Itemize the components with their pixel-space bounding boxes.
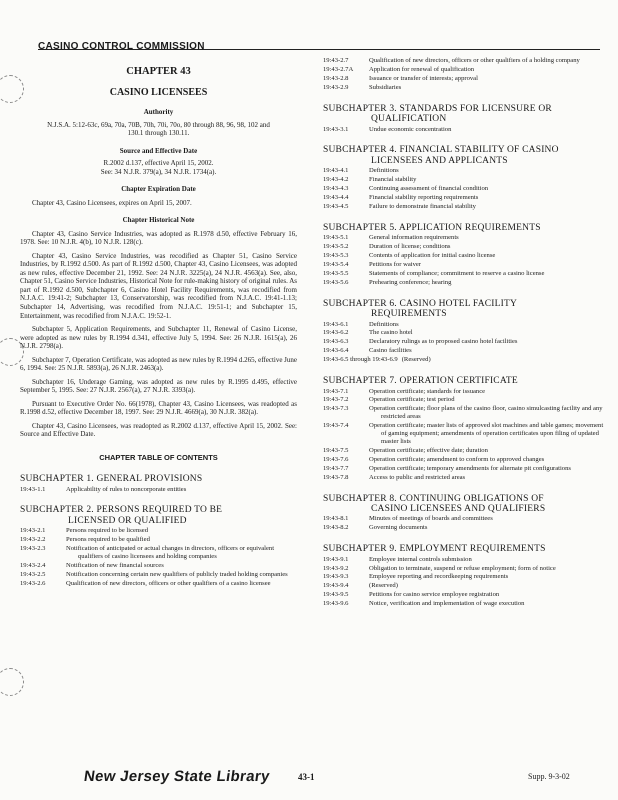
toc-entry xyxy=(323,176,609,184)
toc-entry xyxy=(323,524,609,532)
toc-entry xyxy=(20,486,297,494)
expiration-text: Chapter 43, Casino Licensees, expires on April 15, 2007. xyxy=(32,198,192,207)
toc-entry xyxy=(323,261,609,269)
section-number: 19:43-6.5 through 19:43-6.9 xyxy=(323,356,398,364)
toc-entry xyxy=(323,600,609,608)
toc-entry xyxy=(20,571,297,579)
toc-entry xyxy=(323,556,609,564)
toc-entry xyxy=(323,388,609,396)
toc-entry xyxy=(323,565,609,573)
section-title: (Reserved) xyxy=(369,582,398,590)
section-title: Governing documents xyxy=(369,524,428,532)
toc-entry xyxy=(323,474,609,482)
section-number: 19:43-2.2 xyxy=(20,536,46,544)
toc-entry xyxy=(323,203,609,211)
section-title: Operation certificate; floor plans of the casino floor, casino simulcasting facility and any restricted areas xyxy=(369,405,603,421)
subchapter-6-heading xyxy=(323,299,609,320)
section-title: Operation certificate; standards for issuance xyxy=(369,387,486,395)
section-title: Minutes of meetings of boards and committees xyxy=(369,515,493,523)
subchapter-title-line-2: REQUIREMENTS xyxy=(371,309,447,320)
section-number: 19:43-5.2 xyxy=(323,243,349,251)
toc-entry xyxy=(323,270,609,278)
section-number: 19:43-2.7A xyxy=(323,65,354,73)
section-title: Failure to demonstrate financial stability xyxy=(369,202,476,210)
toc-entry xyxy=(323,243,609,251)
section-title: Qualification of new directors, officers or other qualifiers of a holding company xyxy=(369,57,580,64)
historical-note-heading: Chapter Historical Note xyxy=(122,216,195,225)
section-number: 19:43-2.1 xyxy=(20,527,46,535)
section-title: Persons required to be licensed xyxy=(66,527,149,535)
section-title: Operation certificate; test period xyxy=(369,396,455,404)
section-number: 19:43-5.6 xyxy=(323,278,349,286)
section-number: 19:43-4.4 xyxy=(323,194,349,201)
section-title: Qualification of new directors, officers or other qualifiers of a casino licensee xyxy=(66,579,271,587)
section-number: 19:43-7.4 xyxy=(323,422,349,430)
section-title: Notification concerning certain new qualifiers of publicly traded holding companies xyxy=(66,570,288,578)
toc-entry xyxy=(323,396,609,404)
section-title: Definitions xyxy=(369,167,399,175)
section-title: Undue economic concentration xyxy=(369,125,452,133)
authority-text: N.J.S.A. 5:12-63c, 69a, 70a, 70B, 70h, 70i, 70o, 80 through 88, 96, 98, 102 and 130.1 through 130.11. xyxy=(47,120,270,138)
section-number: 19:43-3.1 xyxy=(323,125,349,133)
source-line-1: R.2002 d.137, effective April 15, 2002. xyxy=(103,159,214,168)
subchapter-1-heading xyxy=(20,474,297,484)
left-column xyxy=(20,60,297,588)
section-title: Statements of compliance; commitment to reserve a casino license xyxy=(369,269,545,277)
supplement-date: Supp. 9-3-02 xyxy=(528,772,570,781)
toc-entry xyxy=(323,405,609,421)
section-number: 19:43-6.3 xyxy=(323,338,349,346)
toc-entry xyxy=(323,465,609,473)
source-line-2: See: 34 N.J.R. 379(a), 34 N.J.R. 1734(a). xyxy=(100,167,217,176)
library-stamp: New Jersey State Library xyxy=(82,768,271,785)
toc-entry xyxy=(323,194,609,202)
section-title: Notification of anticipated or actual changes in directors, officers or equivalent qualifiers of casino licensees and holding companies xyxy=(66,545,275,560)
section-number: 19:43-1.1 xyxy=(20,485,46,493)
section-title: Issuance or transfer of interests; approval xyxy=(369,74,478,82)
historical-para: Subchapter 16, Underage Gaming, was adopted as new rules by R.1995 d.495, effective September 5, 1995. See: 27 N.J.R. 2567(a), 27 N.J.R. 3393(a). xyxy=(20,377,297,395)
toc-entry xyxy=(323,252,609,260)
section-number: 19:43-9.3 xyxy=(323,573,349,581)
section-title: Operation certificate; effective date; duration xyxy=(369,446,488,454)
toc-entry xyxy=(323,582,609,590)
section-number: 19:43-9.6 xyxy=(323,600,349,608)
source-heading: Source and Effective Date xyxy=(119,146,198,155)
section-number: 19:43-7.7 xyxy=(323,464,349,472)
section-number: 19:43-9.2 xyxy=(323,564,349,572)
subchapter-title: SUBCHAPTER 8. CONTINUING OBLIGATIONS OF xyxy=(323,493,544,504)
subchapter-9-heading xyxy=(323,544,609,554)
section-number: 19:43-2.5 xyxy=(20,570,46,578)
section-title: Contents of application for initial casino license xyxy=(369,252,496,260)
authority-heading: Authority xyxy=(143,107,174,116)
section-number: 19:43-2.6 xyxy=(20,579,46,587)
page-footer xyxy=(0,762,618,790)
punch-hole-mark xyxy=(0,668,24,696)
toc-entry xyxy=(323,447,609,455)
subchapter-5-heading xyxy=(323,223,609,233)
section-title: Employee internal controls submission xyxy=(369,555,472,563)
section-title: Subsidiaries xyxy=(369,83,402,91)
section-title: Declaratory rulings as to proposed casino hotel facilities xyxy=(369,338,518,346)
toc-entry xyxy=(323,126,609,134)
section-number: 19:43-2.9 xyxy=(323,83,349,91)
toc-entry xyxy=(323,66,609,74)
section-number: 19:43-7.5 xyxy=(323,446,349,454)
toc-entry xyxy=(20,536,297,544)
right-column xyxy=(323,56,609,608)
section-number: 19:43-5.4 xyxy=(323,260,349,268)
section-title: The casino hotel xyxy=(369,329,413,337)
subchapter-title: SUBCHAPTER 1. GENERAL PROVISIONS xyxy=(20,474,203,485)
toc-entry xyxy=(323,279,609,287)
toc-entry xyxy=(323,84,609,92)
section-number: 19:43-6.4 xyxy=(323,347,349,355)
toc-entry xyxy=(323,234,609,242)
section-title: Petitions for casino service employee registration xyxy=(369,591,500,599)
section-number: 19:43-9.5 xyxy=(323,591,349,599)
subchapter-title: SUBCHAPTER 7. OPERATION CERTIFICATE xyxy=(323,376,518,387)
section-title: Persons required to be qualified xyxy=(66,536,150,544)
section-number: 19:43-9.4 xyxy=(323,582,349,590)
subchapter-title-line-2: LICENSEES AND APPLICANTS xyxy=(371,155,508,166)
subchapter-title: SUBCHAPTER 5. APPLICATION REQUIREMENTS xyxy=(323,222,541,233)
header-rule xyxy=(38,49,600,50)
toc-heading: CHAPTER TABLE OF CONTENTS xyxy=(99,452,218,462)
section-title: Operation certificate; temporary amendments for alternate pit configurations xyxy=(369,464,571,472)
subchapter-8-heading xyxy=(323,494,609,515)
toc-entry xyxy=(323,321,609,329)
section-number: 19:43-6.1 xyxy=(323,320,349,328)
section-title: Prehearing conference; hearing xyxy=(369,278,452,286)
section-number: 19:43-7.2 xyxy=(323,396,349,404)
section-number: 19:43-4.1 xyxy=(323,167,349,175)
section-title: (Reserved) xyxy=(401,356,431,364)
subchapter-title: SUBCHAPTER 6. CASINO HOTEL FACILITY xyxy=(323,298,518,309)
toc-entry xyxy=(323,591,609,599)
subchapter-title: SUBCHAPTER 9. EMPLOYMENT REQUIREMENTS xyxy=(323,544,546,555)
subchapter-title: SUBCHAPTER 4. FINANCIAL STABILITY OF CASINO xyxy=(323,145,559,156)
running-header xyxy=(38,36,598,54)
section-title: Access to public and restricted areas xyxy=(369,473,466,481)
section-number: 19:43-7.1 xyxy=(323,387,349,395)
historical-para: Chapter 43, Casino Service Industries, was adopted as R.1978 d.50, effective February 16, 1978. See: 10 N.J.R. 4(b), 10 N.J.R. 128(c). xyxy=(20,229,297,247)
subchapter-title-line-2: QUALIFICATION xyxy=(371,114,447,125)
section-title: Application for renewal of qualification xyxy=(369,65,475,73)
toc-entry xyxy=(20,545,297,561)
toc-entry xyxy=(323,347,609,355)
subchapter-title: SUBCHAPTER 2. PERSONS REQUIRED TO BE xyxy=(20,505,223,516)
subchapter-title-line-2: CASINO LICENSEES AND QUALIFIERS xyxy=(371,503,546,514)
section-title: Financial stability xyxy=(369,176,417,184)
subchapter-title-line-2: LICENSED OR QUALIFIED xyxy=(68,515,187,526)
toc-entry xyxy=(323,329,609,337)
historical-para: Pursuant to Executive Order No. 66(1978), Chapter 43, Casino Licensees, was readopted as R.1998 d.52, effective December 18, 1997. See: 29 N.J.R. 4669(a), 30 N.J.R. 382(a). xyxy=(20,399,297,417)
historical-para: Chapter 43, Casino Licensees, was readopted as R.2002 d.137, effective April 15, 2002. See: Source and Effective Date. xyxy=(20,421,297,439)
section-number: 19:43-5.5 xyxy=(323,269,349,277)
historical-para: Subchapter 7, Operation Certificate, was adopted as new rules by R.1994 d.265, effective June 6, 1994. See: 25 N.J.R. 5893(a), 26 N.J.R. 2463(a). xyxy=(20,355,298,373)
section-number: 19:43-8.1 xyxy=(323,515,349,523)
header-title: CASINO CONTROL COMMISSION xyxy=(38,41,205,52)
subchapter-title: SUBCHAPTER 3. STANDARDS FOR LICENSURE OR xyxy=(323,103,552,114)
toc-entry xyxy=(20,527,297,535)
toc-entry xyxy=(323,422,609,446)
section-title: Definitions xyxy=(369,320,399,328)
section-title: Operation certificate; amendment to conform to approved changes xyxy=(369,455,545,463)
section-title: Petitions for waiver xyxy=(369,260,422,268)
section-title: Notification of new financial sources xyxy=(66,561,164,569)
toc-entry xyxy=(323,185,609,193)
section-number: 19:43-7.8 xyxy=(323,473,349,481)
subchapter-4-heading xyxy=(323,145,609,166)
section-number: 19:43-6.2 xyxy=(323,329,349,337)
section-title: Applicability of rules to noncorporate entities xyxy=(66,485,187,493)
section-number: 19:43-2.4 xyxy=(20,561,46,569)
toc-entry xyxy=(323,356,609,364)
section-number: 19:43-7.6 xyxy=(323,455,349,463)
subchapter-2-heading xyxy=(20,505,297,526)
toc-entry xyxy=(323,515,609,523)
historical-para: Chapter 43, Casino Service Industries, was recodified as Chapter 51, Casino Service Industries, by R.1992 d.500. As part of R.1992 d.500, Chapter 43, Casino Licensees, was adopted as new rules, effective December 21, 1992. See: 24 N.J.R. 3225(a), 24 N.J.R. 4563(a). See, also, Chapter 51, Casino Service Industries, Historical Note for rule-making history of original rules. As part of R.1992 d.500, Subchapter 6, Casino Hotel Facility Requirements, was recodified from N.J.A.C. 19:41-2; Subchapter 13, Conservatorship, was recodified from N.J.A.C. 19:41-1.13; Subchapter 14, Advertising, was recodified from N.J.A.C. 19:51-1; and Subchapter 15, Entertainment, was recodified from N.J.A.C. 19:52-1. xyxy=(20,251,297,320)
toc-entry xyxy=(323,338,609,346)
section-title: Employee reporting and recordkeeping requirements xyxy=(369,573,509,581)
section-number: 19:43-8.2 xyxy=(323,524,349,532)
toc-entry xyxy=(323,57,609,65)
section-number: 19:43-4.5 xyxy=(323,202,349,210)
expiration-heading: Chapter Expiration Date xyxy=(121,185,196,194)
section-number: 19:43-9.1 xyxy=(323,555,349,563)
section-title: Duration of license; conditions xyxy=(369,243,451,251)
section-title: Obligation to terminate, suspend or refuse employment; form of notice xyxy=(369,564,556,572)
toc-entry xyxy=(323,456,609,464)
section-number: 19:43-2.8 xyxy=(323,74,349,82)
section-number: 19:43-7.3 xyxy=(323,405,349,413)
subchapter-7-heading xyxy=(323,376,609,386)
section-number: 19:43-4.2 xyxy=(323,176,349,184)
chapter-number: CHAPTER 43 xyxy=(126,66,191,77)
toc-entry xyxy=(20,580,297,588)
section-title: Financial stability reporting requirements xyxy=(369,194,479,201)
section-title: Operation certificate; master lists of approved slot machines and table games; movement of gaming equipment; amendments of operation certificates upon filing of updated master lists xyxy=(369,422,604,445)
section-title: Casino facilities xyxy=(369,347,412,355)
section-title: Continuing assessment of financial condition xyxy=(369,185,489,193)
section-number: 19:43-5.3 xyxy=(323,252,349,260)
toc-entry xyxy=(323,573,609,581)
section-title: General information requirements xyxy=(369,234,459,242)
historical-para: Subchapter 5, Application Requirements, and Subchapter 11, Renewal of Casino License, were adopted as new rules by R.1994 d.341, effective July 5, 1994. See: 26 N.J.R. 1615(a), 26 N.J.R. 2798(a). xyxy=(20,325,297,351)
section-number: 19:43-4.3 xyxy=(323,185,349,193)
section-number: 19:43-2.3 xyxy=(20,545,46,553)
section-title: Notice, verification and implementation of wage execution xyxy=(369,600,525,608)
page-number: 43-1 xyxy=(298,772,315,782)
section-number: 19:43-2.7 xyxy=(323,57,349,64)
toc-entry xyxy=(323,75,609,83)
toc-entry xyxy=(323,167,609,175)
chapter-name: CASINO LICENSEES xyxy=(109,86,208,98)
section-number: 19:43-5.1 xyxy=(323,234,349,242)
subchapter-3-heading xyxy=(323,104,609,125)
toc-entry xyxy=(20,562,297,570)
